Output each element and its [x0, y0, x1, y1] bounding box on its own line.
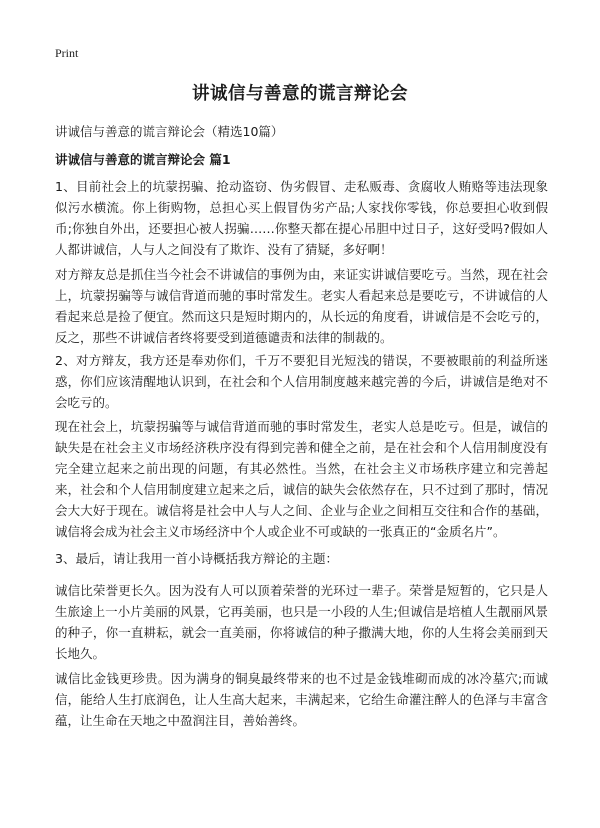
document-subtitle: 讲诚信与善意的谎言辩论会（精选10篇）	[55, 124, 284, 139]
paragraph-3: 2、对方辩友，我方还是奉劝你们，千万不要犯目光短浅的错误，不要被眼前的利益所迷惑，你们应该清醒地认识到，在社会和个人信用制度越来越完善的今后，讲诚信是绝对不会吃亏的。	[55, 353, 548, 410]
page-title: 讲诚信与善意的谎言辩论会	[192, 84, 408, 104]
paragraph-6: 诚信比荣誉更长久。因为没有人可以顶着荣誉的光环过一辈子。荣誉是短暂的，它只是人生旅途上一小片美丽的风景，它再美丽，也只是一小段的人生;但诚信是培植人生靓丽风景的种子，你一直耕耘，就会一直美丽，你将诚信的种子撒满大地，你的人生将会美丽到天长地久。	[55, 583, 548, 661]
paragraph-5: 3、最后，请让我用一首小诗概括我方辩论的主题：	[55, 551, 338, 566]
section-heading: 讲诚信与善意的谎言辩论会 篇1	[55, 152, 231, 167]
paragraph-4: 现在社会上，坑蒙拐骗等与诚信背道而驰的事时常发生，老实人总是吃亏。但是，诚信的缺失是在社会主义市场经济秩序没有得到完善和健全之前，是在社会和个人信用制度没有完全建立起来之前出现的问题，有其必然性。当然，在社会主义市场秩序建立和完善起来，社会和个人信用制度建立起来之后，诚信的缺失会依然存在，只不过到了那时，情况会大大好于现在。诚信将是社会中人与人之间、企业与企业之间相互交往和合作的基础，诚信将会成为社会主义市场经济中个人或企业不可或缺的一张真正的“金质名片”。	[55, 419, 548, 539]
paragraph-1: 1、目前社会上的坑蒙拐骗、抢动盗窃、伪劣假冒、走私贩毒、贪腐收人贿赂等违法现象似污水横流。你上街购物，总担心买上假冒伪劣产品;人家找你零钱，你总要担心收到假币;你独自外出，还要担心被人拐骗……你整天都在提心吊胆中过日子，这好受吗?假如人人都讲诚信，人与人之间没有了欺诈、没有了猜疑，多好啊！	[55, 179, 548, 257]
print-link[interactable]: Print	[55, 46, 79, 60]
paragraph-2: 对方辩友总是抓住当今社会不讲诚信的事例为由，来证实讲诚信要吃亏。当然，现在社会上，坑蒙拐骗等与诚信背道而驰的事时常发生。老实人看起来总是要吃亏，不讲诚信的人看起来总是捡了便宜。然而这只是短时期内的，从长远的角度看，讲诚信是不会吃亏的，反之，那些不讲诚信者终将要受到道德谴责和法律的制裁的。	[55, 267, 548, 345]
paragraph-7: 诚信比金钱更珍贵。因为满身的铜臭最终带来的也不过是金钱堆砌而成的冰冷墓穴;而诚信，能给人生打底润色，让人生高大起来，丰满起来，它给生命灌注醉人的色泽与丰富含蕴，让生命在天地之中盈润注目，善始善终。	[55, 671, 548, 728]
